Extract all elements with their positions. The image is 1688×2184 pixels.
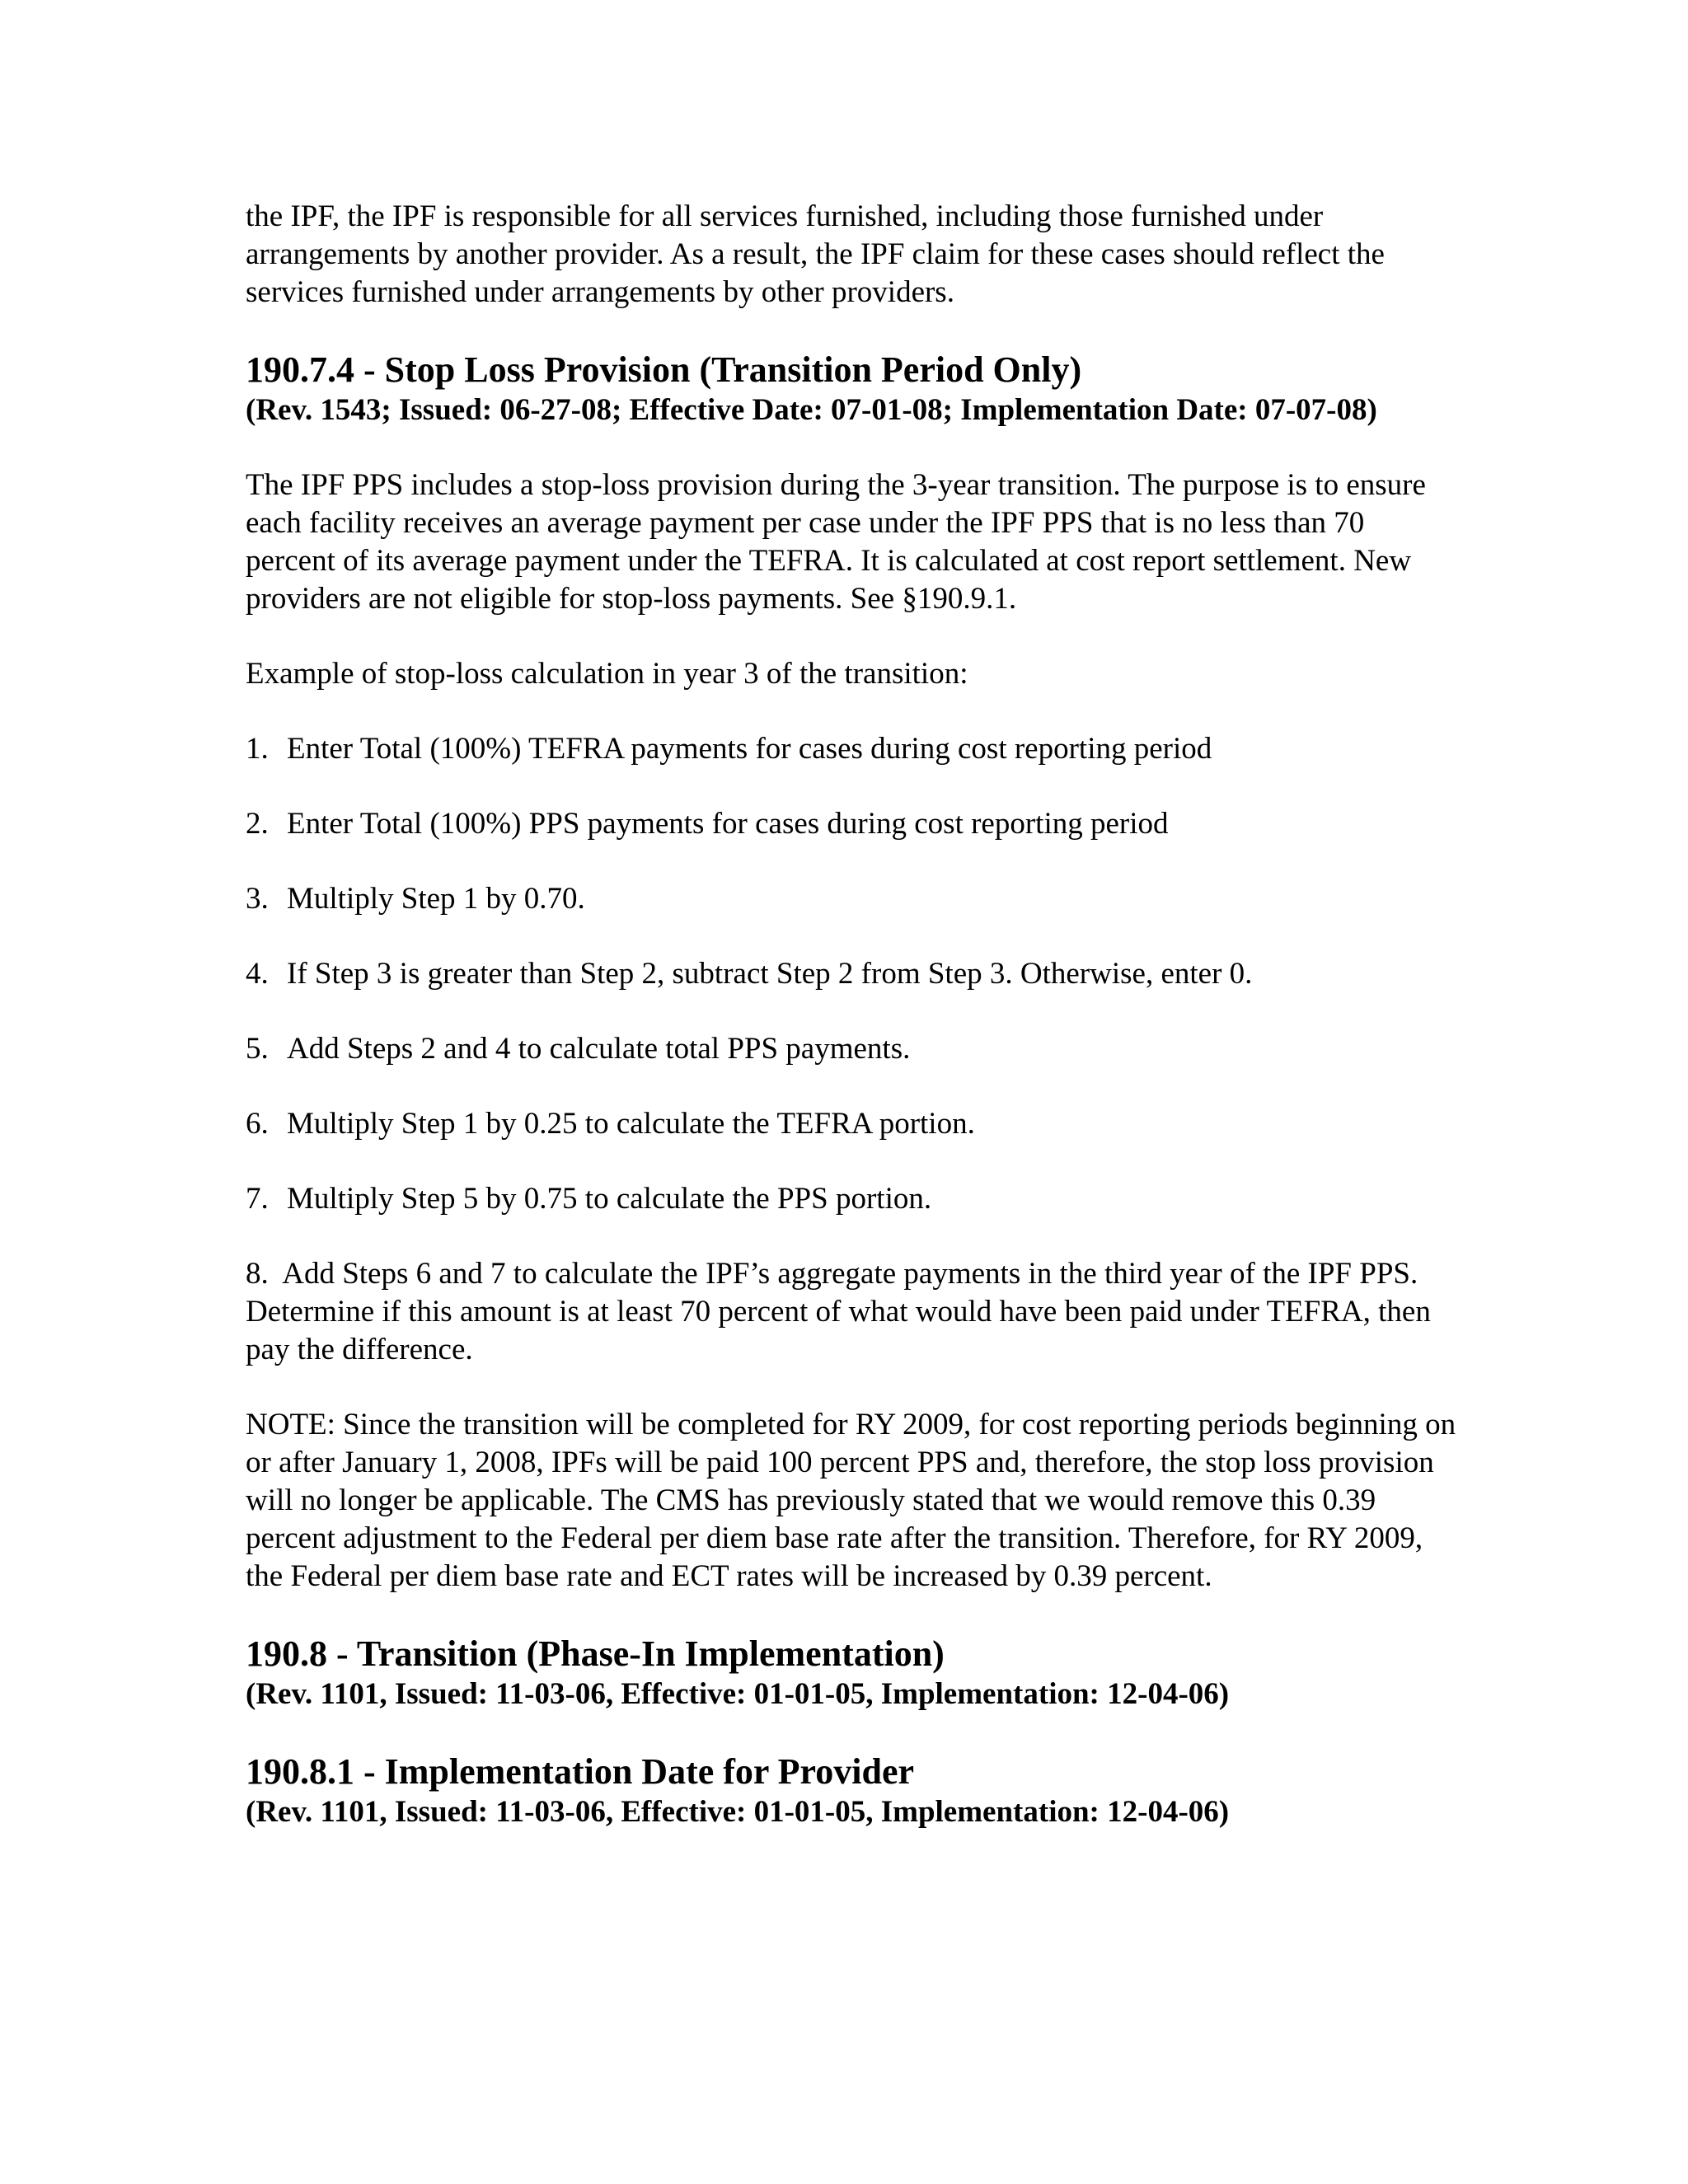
intro-paragraph: the IPF, the IPF is responsible for all services furnished, including those furnished under arrangements by another provider. As a result, the IPF claim for these cases should reflect the services furnished under arrangements by other providers. [246,199,1385,309]
revision-line: (Rev. 1101, Issued: 11-03-06, Effective: 01-01-05, Implementation: 12-04-06) [246,1795,1230,1829]
section-heading: 190.8.1 - Implementation Date for Provider [246,1751,915,1792]
example-intro: Example of stop-loss calculation in year 3 of the transition: [246,657,968,691]
step-text: Multiply Step 1 by 0.25 to calculate the TEFRA portion. [287,1107,975,1141]
revision-line: (Rev. 1543; Issued: 06-27-08; Effective Date: 07-01-08; Implementation Date: 07-07-08) [246,393,1377,427]
step-number: 1. [246,732,269,766]
steps-list [246,730,1457,1369]
step-number: 8. [246,1257,269,1291]
step-text: If Step 3 is greater than Step 2, subtract Step 2 from Step 3. Otherwise, enter 0. [287,957,1253,991]
step-number: 3. [246,882,269,916]
step-number: 5. [246,1032,269,1066]
step-text: Enter Total (100%) TEFRA payments for cases during cost reporting period [287,732,1212,766]
revision-line: (Rev. 1101, Issued: 11-03-06, Effective: 01-01-05, Implementation: 12-04-06) [246,1677,1230,1711]
step-number: 6. [246,1107,269,1141]
step-text: Multiply Step 1 by 0.70. [287,882,585,916]
step-number: 2. [246,807,269,841]
section-heading: 190.8 - Transition (Phase-In Implementation) [246,1633,945,1674]
step-text: Add Steps 6 and 7 to calculate the IPF’s aggregate payments in the third year of the IPF PPS. Determine if this amount is at least 70 percent of what would have been paid under TEFRA, then pay the difference. [246,1257,1431,1366]
step-number: 4. [246,957,269,991]
section-190-8-1 [246,1750,1457,1831]
list-item [246,1105,1457,1143]
note-paragraph: NOTE: Since the transition will be completed for RY 2009, for cost reporting periods beginning on or after January 1, 2008, IPFs will be paid 100 percent PPS and, therefore, the stop loss provision will no longer be applicable. The CMS has previously stated that we would remove this 0.39 percent adjustment to the Federal per diem base rate after the transition. Therefore, for RY 2009, the Federal per diem base rate and ECT rates will be increased by 0.39 percent. [246,1408,1456,1593]
step-text: Add Steps 2 and 4 to calculate total PPS payments. [287,1032,911,1066]
list-item [246,1030,1457,1068]
step-number: 7. [246,1182,269,1216]
section-190-8 [246,1633,1457,1713]
step-text: Enter Total (100%) PPS payments for cases during cost reporting period [287,807,1169,841]
section-190-7-4 [246,349,1457,429]
step-text: Multiply Step 5 by 0.75 to calculate the PPS portion. [287,1182,932,1216]
list-item [246,880,1457,918]
list-item [246,1255,1457,1369]
list-item [246,1180,1457,1218]
stop-loss-paragraph: The IPF PPS includes a stop-loss provision during the 3-year transition. The purpose is to ensure each facility receives an average payment per case under the IPF PPS that is no less than 70 percent of its average payment under the TEFRA. It is calculated at cost report settlement. New providers are not eligible for stop-loss payments. See §190.9.1. [246,468,1426,616]
document-page [246,198,1457,1868]
section-heading: 190.7.4 - Stop Loss Provision (Transition Period Only) [246,349,1082,390]
list-item [246,730,1457,768]
list-item [246,805,1457,843]
list-item [246,955,1457,993]
